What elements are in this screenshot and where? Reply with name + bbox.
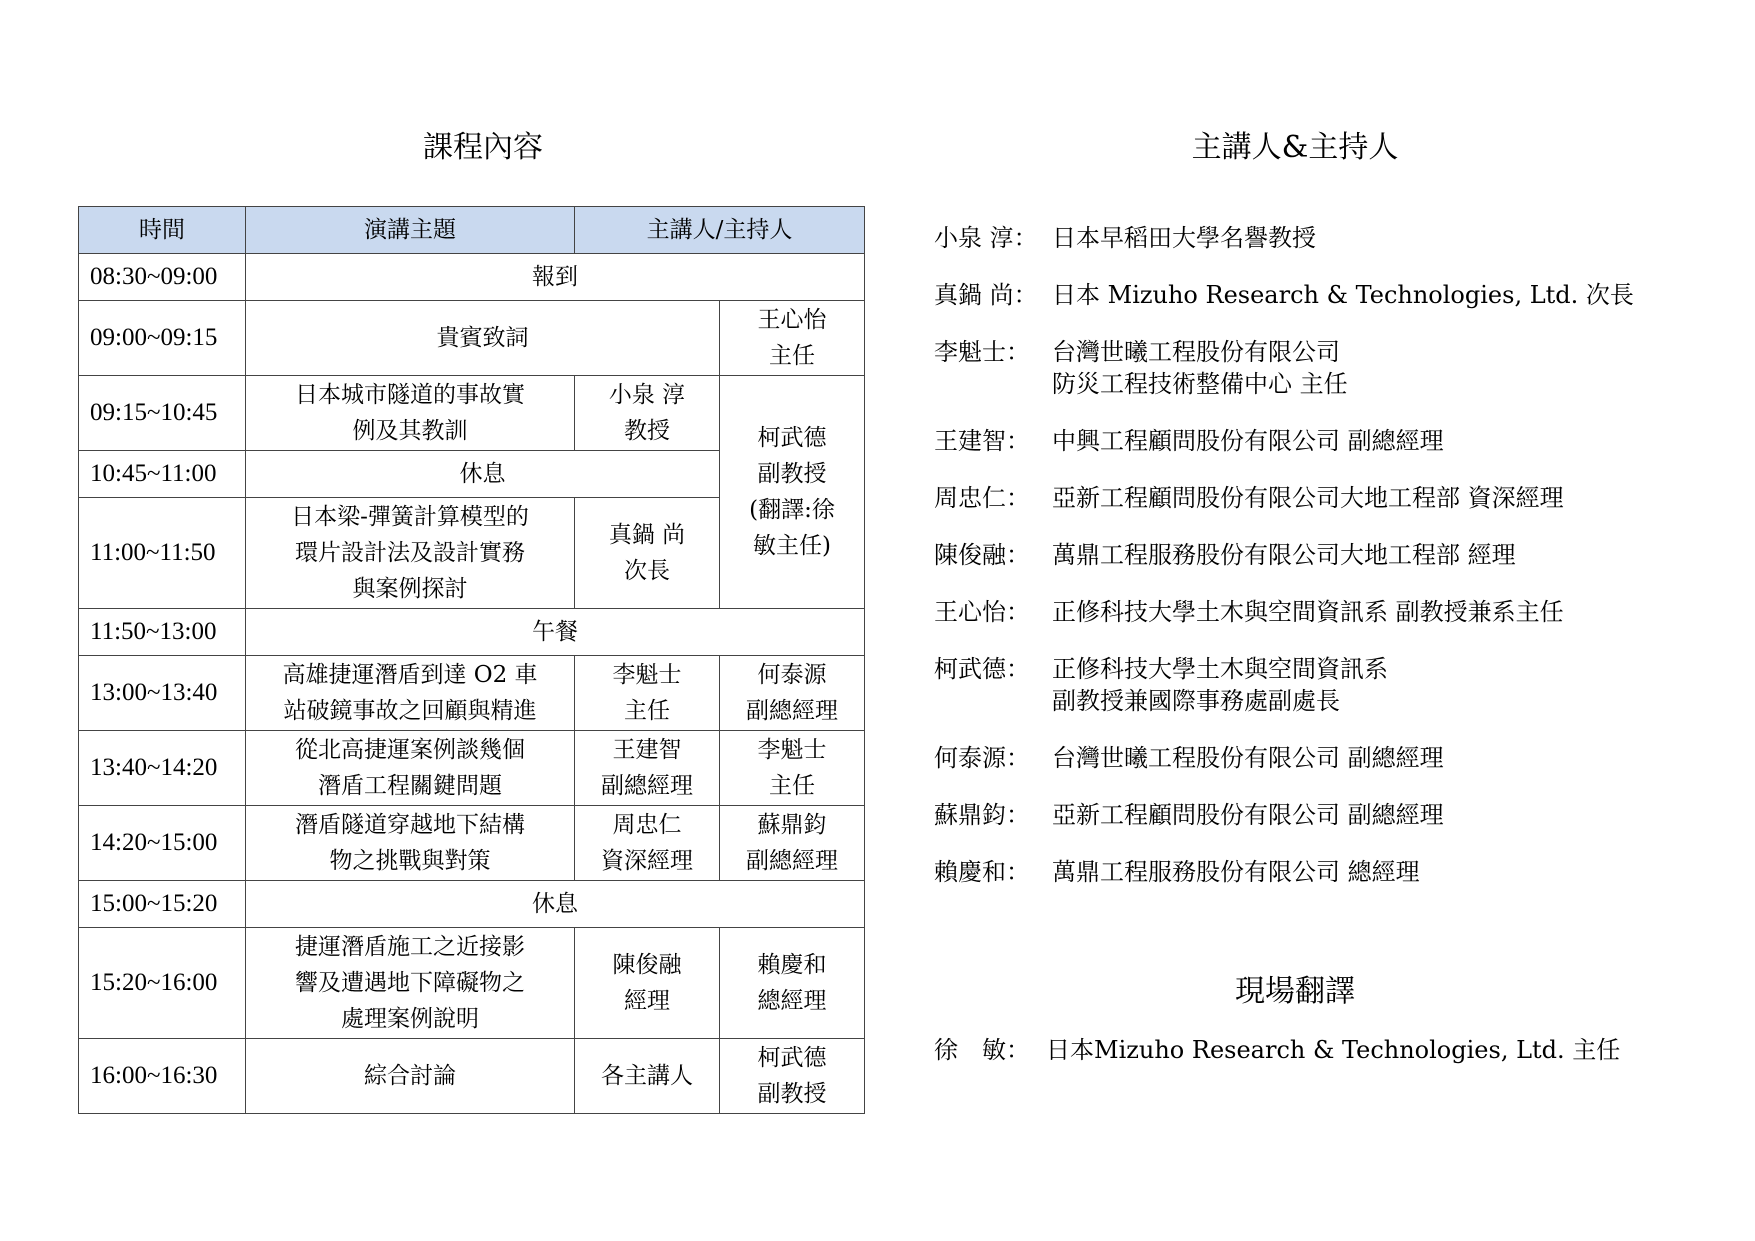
person-entry (934, 482, 1734, 514)
person-entry (934, 279, 1734, 311)
time-cell: 11:00~11:50 (79, 498, 246, 609)
person-name: 小泉 淳： (934, 224, 1038, 252)
person-entry (934, 336, 1734, 400)
host-cell: 李魁士 主任 (720, 731, 865, 806)
person-affiliation: 亞新工程顧問股份有限公司 副總經理 (1052, 801, 1444, 829)
person-affiliation: 台灣世曦工程股份有限公司 副總經理 (1052, 744, 1444, 772)
host-cell: 何泰源 副總經理 (720, 656, 865, 731)
person-name: 王心怡： (934, 598, 1030, 626)
person-name: 李魁士： (934, 338, 1030, 366)
host-cell: 柯武德 副教授 (翻譯:徐 敏主任) (720, 376, 865, 609)
time-cell: 08:30~09:00 (79, 254, 246, 301)
table-row (79, 254, 865, 301)
speaker-cell: 周忠仁 資深經理 (575, 806, 720, 881)
topic-cell: 貴賓致詞 (246, 301, 720, 376)
table-row (79, 731, 865, 806)
person-entry (934, 222, 1734, 254)
person-affiliation: 日本早稻田大學名譽教授 (1052, 224, 1316, 252)
topic-cell: 從北高捷運案例談幾個 潛盾工程關鍵問題 (246, 731, 575, 806)
host-cell: 賴慶和 總經理 (720, 928, 865, 1039)
person-name: 何泰源： (934, 744, 1030, 772)
schedule-title: 課程內容 (423, 130, 543, 165)
topic-cell: 高雄捷運潛盾到達 O2 車 站破鏡事故之回顧與精進 (246, 656, 575, 731)
speaker-cell: 李魁士 主任 (575, 656, 720, 731)
time-cell: 09:15~10:45 (79, 376, 246, 451)
speaker-cell: 王建智 副總經理 (575, 731, 720, 806)
table-header-row (79, 207, 865, 254)
topic-cell: 潛盾隧道穿越地下結構 物之挑戰與對策 (246, 806, 575, 881)
host-cell: 王心怡 主任 (720, 301, 865, 376)
interpreter-entry (934, 1034, 1734, 1066)
header-speaker-host: 主講人/主持人 (575, 207, 865, 254)
time-cell: 16:00~16:30 (79, 1039, 246, 1114)
person-entry (934, 539, 1734, 571)
table-row (79, 301, 865, 376)
person-affiliation: 亞新工程顧問股份有限公司大地工程部 資深經理 (1052, 484, 1564, 512)
table-row (79, 1039, 865, 1114)
host-cell: 柯武德 副教授 (720, 1039, 865, 1114)
header-time: 時間 (79, 207, 246, 254)
span-cell: 休息 (246, 881, 865, 928)
span-cell: 休息 (246, 451, 720, 498)
person-entry (934, 425, 1734, 457)
person-name: 賴慶和： (934, 858, 1030, 886)
topic-cell: 日本梁-彈簧計算模型的 環片設計法及設計實務 與案例探討 (246, 498, 575, 609)
person-affiliation: 萬鼎工程服務股份有限公司 總經理 (1052, 858, 1420, 886)
speaker-cell: 各主講人 (575, 1039, 720, 1114)
person-affiliation: 正修科技大學土木與空間資訊系 副教授兼國際事務處副處長 (1052, 655, 1388, 715)
speaker-cell: 真鍋 尚 次長 (575, 498, 720, 609)
table-row (79, 928, 865, 1039)
person-name: 柯武德： (934, 655, 1030, 683)
person-name: 蘇鼎鈞： (934, 801, 1030, 829)
person-name: 陳俊融： (934, 541, 1030, 569)
host-cell: 蘇鼎鈞 副總經理 (720, 806, 865, 881)
table-row (79, 376, 865, 451)
table-row (79, 806, 865, 881)
person-affiliation: 中興工程顧問股份有限公司 副總經理 (1052, 427, 1444, 455)
topic-cell: 綜合討論 (246, 1039, 575, 1114)
time-cell: 09:00~09:15 (79, 301, 246, 376)
person-affiliation: 正修科技大學土木與空間資訊系 副教授兼系主任 (1052, 598, 1564, 626)
person-entry (934, 653, 1734, 717)
span-cell: 午餐 (246, 609, 865, 656)
speaker-list (934, 222, 1734, 913)
table-row (79, 656, 865, 731)
interpreter-name: 徐 敏： (934, 1036, 1030, 1064)
time-cell: 13:40~14:20 (79, 731, 246, 806)
person-affiliation: 日本 Mizuho Research & Technologies, Ltd. 次長 (1052, 281, 1634, 309)
header-topic: 演講主題 (246, 207, 575, 254)
time-cell: 13:00~13:40 (79, 656, 246, 731)
time-cell: 15:20~16:00 (79, 928, 246, 1039)
speakers-title: 主講人&主持人 (1191, 130, 1399, 165)
topic-cell: 日本城市隧道的事故實 例及其教訓 (246, 376, 575, 451)
speaker-cell: 陳俊融 經理 (575, 928, 720, 1039)
time-cell: 11:50~13:00 (79, 609, 246, 656)
person-affiliation: 台灣世曦工程股份有限公司 防災工程技術整備中心 主任 (1052, 338, 1348, 398)
schedule-table (78, 206, 865, 1114)
person-name: 真鍋 尚： (934, 281, 1038, 309)
time-cell: 10:45~11:00 (79, 451, 246, 498)
speaker-cell: 小泉 淳 教授 (575, 376, 720, 451)
person-entry (934, 856, 1734, 888)
span-cell: 報到 (246, 254, 865, 301)
interpreter-title: 現場翻譯 (1235, 974, 1355, 1009)
table-row (79, 609, 865, 656)
time-cell: 14:20~15:00 (79, 806, 246, 881)
person-entry (934, 742, 1734, 774)
person-affiliation: 萬鼎工程服務股份有限公司大地工程部 經理 (1052, 541, 1516, 569)
person-entry (934, 596, 1734, 628)
table-row (79, 881, 865, 928)
topic-cell: 捷運潛盾施工之近接影 響及遭遇地下障礙物之 處理案例說明 (246, 928, 575, 1039)
person-name: 周忠仁： (934, 484, 1030, 512)
interpreter-affiliation: 日本Mizuho Research & Technologies, Ltd. 主任 (1046, 1036, 1621, 1064)
person-name: 王建智： (934, 427, 1030, 455)
person-entry (934, 799, 1734, 831)
time-cell: 15:00~15:20 (79, 881, 246, 928)
